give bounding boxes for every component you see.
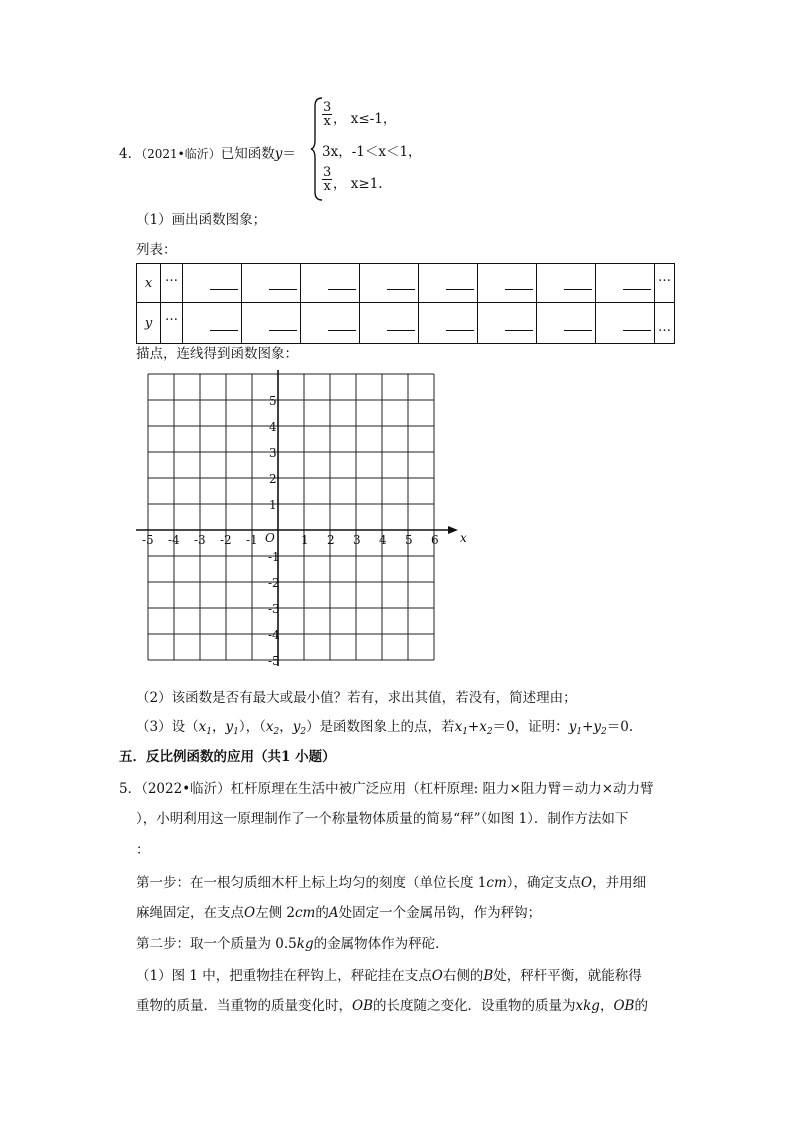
step-1 (136, 871, 646, 891)
blank-cell (301, 264, 360, 303)
step-text: 的 (315, 905, 329, 921)
segment-ob: OB (352, 998, 373, 1014)
math-x-sum: $x_1+x_2$ (454, 719, 493, 737)
q5-part-1-cont (136, 994, 648, 1014)
part-3-text: ＝0，证明： (492, 719, 569, 735)
step-text: ），确定支点 (506, 875, 582, 891)
point-o: O (431, 968, 443, 984)
mass-xkg: xkg (575, 998, 600, 1014)
part-3: （3）设（$x_1$，$y_1$），（$x_2$，$y_2$）是函数图象上的点，若$x_1+x_2=0$，证明：$y_1+y_2=0$. (136, 719, 634, 737)
x-tick-label: -3 (194, 533, 206, 547)
blank-cell (242, 303, 301, 344)
row-label-x: x (137, 264, 161, 303)
y-tick-label: 3 (269, 446, 277, 460)
step-text: 第二步：取一个质量为 0.5 (136, 936, 297, 952)
blank-cell (537, 264, 596, 303)
y-tick-label: 5 (269, 394, 277, 408)
piece1-denominator: x (323, 114, 331, 129)
q5-line-1: 5．（2022•临沂）杠杆原理在生活中被广泛应用（杠杆原理: 阻力×阻力臂＝动力×动力臂 (119, 781, 654, 797)
part-text: ， (599, 998, 614, 1014)
question-stem: 已知函数 (220, 146, 275, 162)
blank-cell (537, 303, 596, 344)
part-text: 右侧的 (442, 968, 484, 984)
dots-cell: … (161, 264, 183, 303)
blank-cell (596, 264, 655, 303)
blank-cell (419, 303, 478, 344)
row-label-y: y (137, 303, 161, 344)
value-table (136, 263, 675, 344)
x-axis-label: x (460, 531, 467, 545)
step-text: 第一步：在一根匀质细木杆上标上均匀的刻度（单位长度 1 (136, 875, 487, 891)
part-3-text: （3）设（ (136, 719, 199, 735)
point-o: O (581, 875, 593, 891)
unit-kg: kg (296, 936, 314, 952)
piece3-numerator: 3 (323, 165, 332, 180)
blank-cell (242, 264, 301, 303)
blank-cell (478, 303, 537, 344)
unit-cm: cm (294, 905, 316, 921)
x-tick-label: -4 (168, 533, 180, 547)
blank-cell (478, 264, 537, 303)
equals-sign: ＝ (282, 146, 296, 162)
y-tick-label: -4 (268, 628, 280, 642)
table-caption: 列表： (136, 242, 177, 258)
q5-part-1 (136, 964, 642, 984)
x-tick-label: 2 (327, 533, 335, 547)
x-axis-arrow (448, 526, 458, 534)
x-tick-label: 5 (405, 533, 413, 547)
dots-cell: … (161, 303, 183, 344)
question-source: （2021•临沂） (141, 147, 221, 161)
y-tick-label: -2 (268, 576, 280, 590)
dots-cell: … (655, 264, 675, 303)
step-text: 处固定一个金属吊钩，作为秤钩； (338, 905, 542, 921)
blank-cell (596, 303, 655, 344)
part-text: 处，秤杆平衡，就能称得 (493, 968, 642, 984)
question-number: 4． (119, 146, 142, 162)
y-tick-label: -5 (268, 654, 280, 668)
part-1: （1）画出函数图象； (136, 212, 267, 228)
x-tick-label: -5 (142, 533, 154, 547)
math-y-sum: $y_1+y_2$ (568, 719, 607, 737)
part-text: 重物的质量．当重物的质量变化时， (136, 998, 352, 1014)
question-4-header (119, 142, 296, 162)
part-text: 的 (634, 998, 648, 1014)
step-1-cont (136, 901, 541, 921)
y-tick-label: 1 (269, 498, 277, 512)
y-tick-label: 2 (269, 472, 277, 486)
step-2 (136, 932, 449, 952)
step-text: 左侧 2 (255, 905, 295, 921)
step-text: 的金属物体作为秤砣． (313, 936, 449, 952)
piece3-condition: ， x≥1. (333, 176, 383, 192)
piece3-denominator: x (323, 179, 331, 194)
q5-line-2: ），小明利用这一原理制作了一个称量物体质量的简易“秤”（如图 1）．制作方法如下 (136, 811, 629, 827)
point-b: B (483, 968, 494, 984)
step-text: 麻绳固定，在支点 (136, 905, 244, 921)
blank-cell (360, 303, 419, 344)
point-o: O (244, 905, 256, 921)
part-3-text: ），（ (238, 719, 266, 735)
part-2: （2）该函数是否有最大或最小值？若有，求出其值，若没有，简述理由； (136, 690, 577, 706)
x-tick-label: 1 (301, 533, 309, 547)
piece1-condition: ， x≤-1， (333, 111, 397, 127)
segment-ob: OB (613, 998, 635, 1014)
y-tick-label: -3 (268, 602, 280, 616)
function-y: y (274, 146, 283, 162)
piece1-fraction (322, 101, 332, 128)
math-x2: $x_2$ (265, 719, 280, 737)
origin-label: O (265, 531, 275, 545)
blank-cell (183, 303, 242, 344)
x-tick-label: -2 (220, 533, 232, 547)
part-text: （1）图 1 中，把重物挂在秤钩上，秤砣挂在支点 (136, 968, 432, 984)
axes (136, 370, 458, 666)
part-text: 的长度随之变化．设重物的质量为 (373, 998, 576, 1014)
blank-cell (183, 264, 242, 303)
x-tick-label: 3 (353, 533, 361, 547)
coordinate-grid (130, 370, 470, 680)
table-row-y (137, 303, 675, 344)
x-tick-label: -1 (246, 533, 258, 547)
q5-line-3: ： (136, 842, 150, 858)
blank-cell (360, 264, 419, 303)
math-y1: $y_1$ (225, 719, 239, 737)
unit-cm: cm (486, 875, 507, 891)
math-y2: $y_2$ (292, 719, 307, 737)
point-a: A (328, 905, 339, 921)
table-row-x (137, 264, 675, 303)
piece1-numerator: 3 (323, 100, 332, 115)
math-x1: $x_1$ (198, 719, 212, 737)
blank-cell (301, 303, 360, 344)
x-tick-label: 6 (431, 533, 439, 547)
piece3-fraction (322, 166, 332, 193)
dots-cell: … (655, 303, 675, 344)
blank-cell (419, 264, 478, 303)
grid-lines (148, 374, 434, 660)
x-tick-label: 4 (379, 533, 387, 547)
plot-caption: 描点，连线得到函数图象： (136, 346, 298, 362)
part-3-text: ）是函数图象上的点，若 (306, 719, 455, 735)
section-title: 五．反比例函数的应用（共1 小题） (119, 749, 336, 765)
y-tick-label: 4 (269, 420, 277, 434)
step-text: ，并用细 (592, 875, 647, 891)
part-3-text: ＝0. (606, 719, 634, 735)
piece2: 3x，-1＜x＜1， (322, 144, 422, 160)
y-tick-label: -1 (268, 550, 280, 564)
